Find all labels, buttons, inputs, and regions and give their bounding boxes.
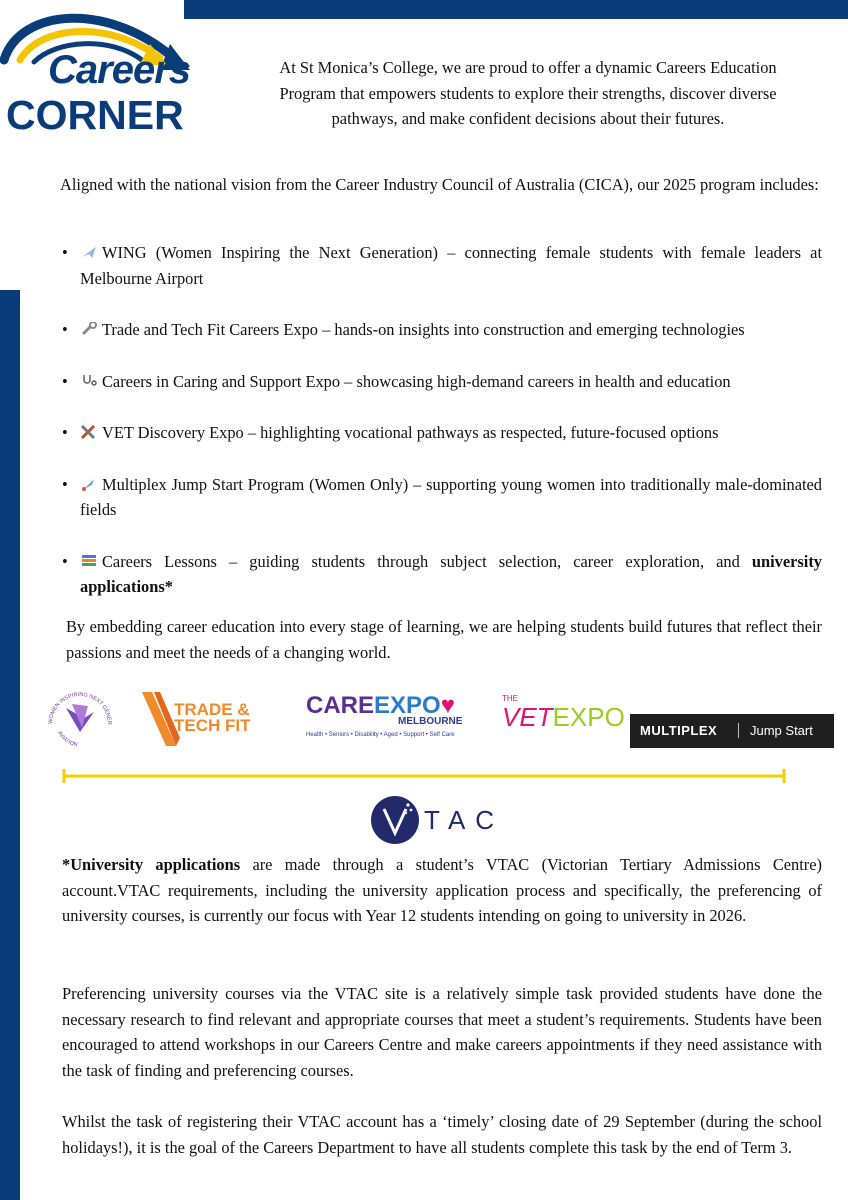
list-item-text: Careers Lessons – guiding students through subject selection, career exploration, and [102,551,752,571]
rocket-icon [80,477,98,491]
airplane-icon [80,245,98,259]
trade-tech-fit-logo: TRADE & TECH FIT [140,690,280,748]
yellow-divider [62,768,786,784]
list-item: • WING (Women Inspiring the Next Generation) – connecting female students with female leaders at Melbourne Airport [62,243,822,288]
vtac-paragraph-3: Whilst the task of registering their VTAC account has a ‘timely’ closing date of 29 September (during the school holidays!), it is the goal of the Careers Department to have all students complete this task by the end of Term 3. [62,1112,822,1157]
logo-corner-text: CORNER [6,92,184,138]
list-item: • Trade and Tech Fit Careers Expo – hands-on insights into construction and emerging technologies [62,320,745,339]
books-icon [80,554,98,568]
logo-careers-text: Careers [48,48,191,92]
vet-expo-logo: THE VETEXPO [502,694,625,732]
care-expo-logo: CAREEXPO♥ MELBOURNE Health • Seniors • Disability • Aged • Support • Self Care [306,692,463,738]
wing-logo [44,684,116,754]
list-item-bold-text: university applications* [80,551,822,596]
vtac-paragraph-2: Preferencing university courses via the VTAC site is a relatively simple task provided students have done the necessary research to find relevant and appropriate courses that meet a student’s requirements. Students have been encouraged to attend workshops in our Careers Centre and make careers appointments if they need assistance with the task of finding and preferencing courses. [62,984,822,1080]
list-item: • Careers Lessons – guiding students through subject selection, career exploration, and university applications* [62,551,822,596]
intro-paragraph: At St Monica’s College, we are proud to offer a dynamic Careers Education Program that empowers students to explore their strengths, discover diverse pathways, and make confident decisions about their futures. [279,58,777,128]
partner-logos-row [40,684,840,754]
embed-paragraph: By embedding career education into every stage of learning, we are helping students build futures that reflect their passions and meet the needs of a changing world. [66,617,822,662]
aligned-paragraph: Aligned with the national vision from the Career Industry Council of Australia (CICA), our 2025 program includes: [60,175,819,194]
vtac-logo: TAC [370,795,510,845]
careers-corner-logo [0,0,200,140]
list-item-text: Careers in Caring and Support Expo – showcasing high-demand careers in health and education [102,371,731,391]
wrench-icon [80,322,98,336]
program-list [60,240,822,600]
top-accent-bar [184,0,848,19]
tools-icon [80,425,98,439]
vtac-paragraph-1: *University applications are made through a student’s VTAC (Victorian Tertiary Admissions Centre) account.VTAC requirements, including the university application process and specifically, the preferencing of university courses, is currently our focus with Year 12 students intending on going to university in 2026. [62,855,822,925]
list-item-text: WING (Women Inspiring the Next Generation) – connecting female students with female leaders at Melbourne Airport [80,243,822,288]
left-accent-bar [0,290,20,1200]
list-item: • Careers in Caring and Support Expo – showcasing high-demand careers in health and education [62,371,731,391]
svg-text:WOMEN INSPIRING NEXT GENERATIO: WOMEN INSPIRING NEXT GENER [47,691,113,725]
list-item-text: Trade and Tech Fit Careers Expo – hands-on insights into construction and emerging technologies [102,320,745,339]
list-item: • VET Discovery Expo – highlighting vocational pathways as respected, future-focused options [62,423,719,442]
list-item-text: Multiplex Jump Start Program (Women Only) – supporting young women into traditionally male-dominated fields [80,474,822,519]
svg-text:AVIATION: AVIATION [56,730,78,749]
list-item: • Multiplex Jump Start Program (Women Only) – supporting young women into traditionally male-dominated fields [62,474,822,519]
list-item-text: VET Discovery Expo – highlighting vocational pathways as respected, future-focused options [102,423,719,442]
stethoscope-icon [80,374,98,388]
multiplex-jump-start-logo: MULTIPLEX Jump Start [630,714,834,748]
